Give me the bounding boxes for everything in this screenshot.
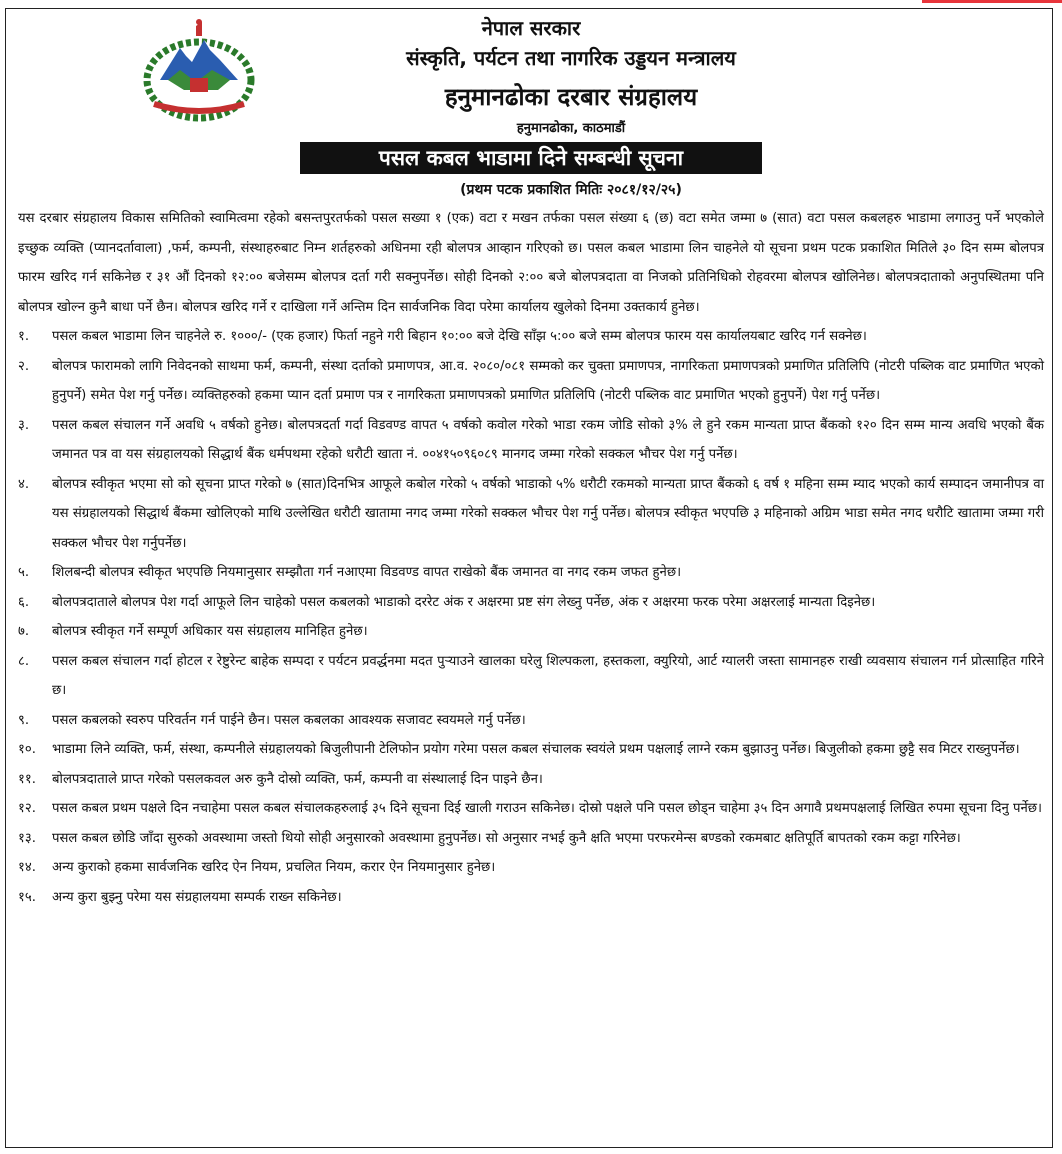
condition-text: बोलपत्र स्वीकृत भएमा सो को सूचना प्राप्त गरेको ७ (सात)दिनभित्र आफूले कबोल गरेको ५ वर्षको भाडाको ५% धरौटी रकमको मान्यता प्राप्त बैंकको ६ वर्ष १ महिना सम्म म्याद भएको कार्य सम्पादन जमानीपत्र वा यस संग्रहालयको सिद्धार्थ बैंकमा खोलिएको माथि उल्लेखित धरौटी खातामा नगद जम्मा गरेको सक्कल भौचर पेश गर्नु पर्नेछ। बोलपत्र स्वीकृत भएपछि ३ महिनाको अग्रिम भाडा समेत नगद धरौटि खातामा जम्मा गरी सक्कल भौचर पेश गर्नुपर्नेछ।	[52, 476, 1044, 551]
condition-text: बोलपत्रदाताले बोलपत्र पेश गर्दा आफूले लिन चाहेको पसल कबलको भाडाको दररेट अंक र अक्षरमा प्रष्ट संग लेख्नु पर्नेछ, अंक र अक्षरमा फरक परेमा अक्षरलाई मान्यता दिइनेछ।	[52, 594, 876, 610]
condition-item	[18, 411, 1044, 470]
conditions-list	[18, 322, 1044, 912]
office-address: हनुमानढोका, काठमाडौं	[516, 121, 626, 136]
condition-item	[18, 352, 1044, 411]
intro-paragraph: यस दरबार संग्रहालय विकास समितिको स्वामित्वमा रहेको बसन्तपुरतर्फको पसल सख्या १ (एक) वटा र मखन तर्फका पसल संख्या ६ (छ) वटा समेत जम्मा ७ (सात) वटा पसल कबलहरु भाडामा लगाउनु पर्ने भएकोले इच्छुक व्यक्ति (प्यानदर्तावाला) ,फर्म, कम्पनी, संस्थाहरुबाट निम्न शर्तहरुको अधिनमा रही बोलपत्र आव्हान गरिएको छ। पसल कबल भाडामा लिन चाहनेले यो सूचना प्रथम पटक प्रकाशित मितिले ३० दिन सम्म बोलपत्र फारम खरिद गर्न सकिनेछ र ३१ औं दिनको १२:०० बजेसम्म बोलपत्र दर्ता गरी सक्नुपर्नेछ। सोही दिनको २:०० बजे बोलपत्रदाता वा निजको प्रतिनिधिको रोहवरमा बोलपत्र खोलिनेछ। बोलपत्रदाताको अनुपस्थितमा पनि बोलपत्र खोल्न कुनै बाधा पर्ने छैन। बोलपत्र खरिद गर्ने र दाखिला गर्ने अन्तिम दिन सार्वजनिक विदा परेमा कार्यालय खुलेको दिनमा उक्तकार्य हुनेछ।	[18, 211, 1044, 315]
condition-number: ७.	[18, 624, 30, 639]
condition-number: १०.	[18, 742, 36, 757]
condition-text: पसल कबल छोडि जाँदा सुरुको अवस्थामा जस्तो थियो सोही अनुसारको अवस्थामा हुनुपर्नेछ। सो अनुसार नभई कुनै क्षति भएमा परफरमेन्स बण्डको रकमबाट क्षतिपूर्ति बापतको रकम कट्टा गरिनेछ।	[52, 830, 961, 846]
condition-item	[18, 470, 1044, 559]
condition-text: पसल कबल भाडामा लिन चाहनेले रु. १०००/- (एक हजार) फिर्ता नहुने गरी बिहान १०:०० बजे देखि साँझ ५:०० बजे सम्म बोलपत्र फारम यस कार्यालयबाट खरिद गर्न सक्नेछ।	[52, 329, 867, 344]
condition-number: ५.	[18, 565, 30, 580]
notice-title: पसल कबल भाडामा दिने सम्बन्धी सूचना	[300, 142, 762, 174]
condition-text: पसल कबलको स्वरुप परिवर्तन गर्न पाईने छैन। पसल कबलका आवश्यक सजावट स्वयमले गर्नु पर्नेछ।	[52, 712, 526, 728]
condition-text: पसल कबल संचालन गर्दा होटल र रेष्टुरेन्ट बाहेक सम्पदा र पर्यटन प्रवर्द्धनमा मदत पुऱ्याउने खालका घरेलु शिल्पकला, हस्तकला, क्युरियो, आर्ट ग्यालरी जस्ता सामानहरु राखी व्यवसाय संचालन गर्न प्रोत्साहित गरिने छ।	[52, 653, 1044, 698]
condition-number: १.	[18, 329, 30, 344]
condition-item	[18, 794, 1044, 824]
top-accent-line	[922, 0, 1062, 3]
condition-item	[18, 588, 1044, 618]
condition-item	[18, 735, 1044, 765]
condition-text: भाडामा लिने व्यक्ति, फर्म, संस्था, कम्पनीले संग्रहालयको बिजुलीपानी टेलिफोन प्रयोग गरेमा पसल कबल संचालक स्वयंले प्रथम पक्षलाई लाग्ने रकम बुझाउनु पर्नेछ। बिजुलीको हकमा छुट्टै सव मिटर राख्नुपर्नेछ।	[52, 742, 1020, 757]
condition-text: बोलपत्रदाताले प्राप्त गरेको पसलकवल अरु कुनै दोस्रो व्यक्ति, फर्म, कम्पनी वा संस्थालाई दिन पाइने छैन।	[52, 771, 543, 787]
condition-item	[18, 853, 1044, 883]
condition-text: पसल कबल प्रथम पक्षले दिन नचाहेमा पसल कबल संचालकहरुलाई ३५ दिने सूचना दिई खाली गराउन सकिनेछ। दोस्रो पक्षले पनि पसल छोड्न चाहेमा ३५ दिन अगावै प्रथमपक्षलाई लिखित रुपमा सूचना दिनु पर्नेछ।	[52, 801, 1043, 816]
condition-text: अन्य कुरा बुझ्नु परेमा यस संग्रहालयमा सम्पर्क राख्न सकिनेछ।	[52, 889, 342, 905]
condition-number: ३.	[18, 417, 30, 433]
condition-text: बोलपत्र स्वीकृत गर्ने सम्पूर्ण अधिकार यस संग्रहालय मानिहित हुनेछ।	[52, 624, 368, 639]
condition-number: ६.	[18, 594, 30, 610]
condition-number: ११.	[18, 771, 36, 787]
condition-number: १५.	[18, 889, 36, 905]
condition-number: ८.	[18, 653, 30, 669]
condition-item	[18, 558, 1044, 588]
condition-text: पसल कबल संचालन गर्ने अवधि ५ वर्षको हुनेछ। बोलपत्रदर्ता गर्दा विडवण्ड वापत ५ वर्षको कवोल गरेको भाडा रकम जोडि सोको ३% ले हुने रकम मान्यता प्राप्त बैंकको १२० दिन सम्म मान्य अवधि भएको बैंक जमानत पत्र वा यस संग्रहालयको सिद्धार्थ बैंक धर्मपथमा रहेको धरौटी खाता नं. ००४१५०९६०८९ मानगद जम्मा गरेको सक्कल भौचर पेश गर्नु पर्नेछ।	[52, 417, 1044, 462]
condition-item	[18, 883, 1044, 913]
condition-item	[18, 706, 1044, 736]
condition-number: ९.	[18, 712, 30, 728]
condition-number: ४.	[18, 476, 30, 492]
condition-item	[18, 647, 1044, 706]
condition-text: अन्य कुराको हकमा सार्वजनिक खरिद ऐन नियम, प्रचलित नियम, करार ऐन नियमानुसार हुनेछ।	[52, 860, 496, 875]
condition-number: १४.	[18, 860, 36, 875]
condition-text: शिलबन्दी बोलपत्र स्वीकृत भएपछि नियमानुसार सम्झौता गर्न नआएमा विडवण्ड वापत राखेको बैंक जमानत वा नगद रकम जफत हुनेछ।	[52, 565, 682, 580]
condition-item	[18, 824, 1044, 854]
condition-number: १३.	[18, 830, 36, 846]
condition-item	[18, 765, 1044, 795]
condition-item	[18, 322, 1044, 352]
ministry-name: संस्कृति, पर्यटन तथा नागरिक उड्डयन मन्त्रालय	[406, 46, 736, 70]
condition-number: २.	[18, 358, 30, 374]
museum-name: हनुमानढोका दरबार संग्रहालय	[444, 83, 698, 111]
condition-number: १२.	[18, 801, 36, 816]
condition-item	[18, 617, 1044, 647]
notice-body	[18, 204, 1044, 912]
govt-name: नेपाल सरकार	[481, 16, 581, 40]
publication-date: (प्रथम पटक प्रकाशित मितिः २०८१/१२/२५)	[460, 182, 682, 198]
condition-text: बोलपत्र फारामको लागि निवेदनको साथमा फर्म, कम्पनी, संस्था दर्ताको प्रमाणपत्र, आ.व. २०८०/०८१ सम्मको कर चुक्ता प्रमाणपत्र, नागरिकता प्रमाणपत्रको प्रमाणित प्रतिलिपि (नोटरी पब्लिक वाट प्रमाणित भएको हुनुपर्ने) समेत पेश गर्नु पर्नेछ। व्यक्तिहरुको हकमा प्यान दर्ता प्रमाण पत्र र नागरिकता प्रमाणपत्रको प्रमाणित प्रतिलिपि (नोटरी पब्लिक वाट प्रमाणित भएको हुनुपर्ने) पेश गर्नु पर्नेछ।	[52, 358, 1044, 403]
